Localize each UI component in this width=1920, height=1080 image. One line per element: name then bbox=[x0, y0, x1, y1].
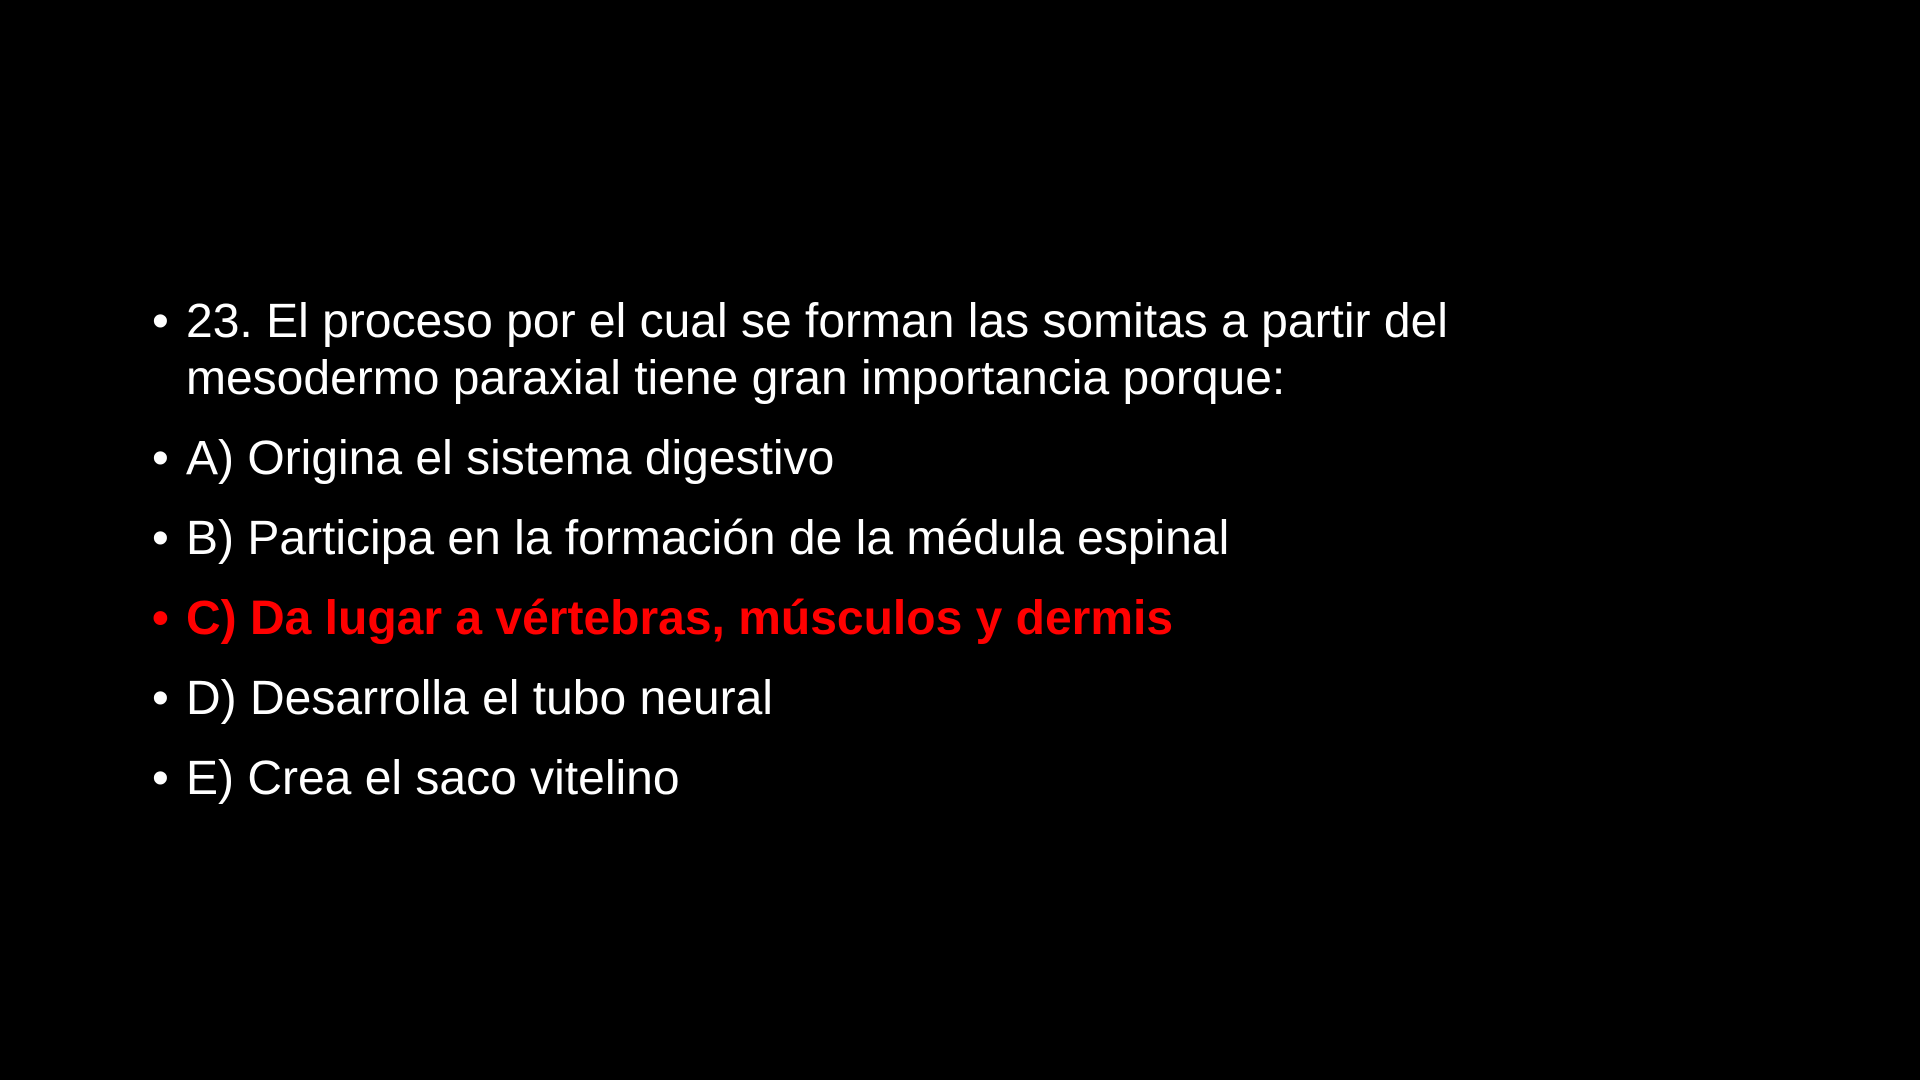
bullet-icon: • bbox=[152, 672, 169, 725]
bullet-icon: • bbox=[152, 752, 169, 805]
option-d-item bbox=[152, 670, 1672, 727]
option-e-text: E) Crea el saco vitelino bbox=[186, 752, 680, 805]
option-d-text: D) Desarrolla el tubo neural bbox=[186, 672, 773, 725]
bullet-icon: • bbox=[152, 592, 169, 645]
option-e-item bbox=[152, 750, 1672, 807]
bullet-icon: • bbox=[152, 512, 169, 565]
option-a-text: A) Origina el sistema digestivo bbox=[186, 432, 835, 485]
question-item bbox=[152, 293, 1672, 407]
bullet-icon: • bbox=[152, 432, 169, 485]
bullet-icon: • bbox=[152, 295, 169, 348]
option-b-item bbox=[152, 510, 1672, 567]
option-c-item-highlighted-answer bbox=[152, 590, 1672, 647]
bullet-list bbox=[152, 293, 1672, 830]
option-b-text: B) Participa en la formación de la médula espinal bbox=[186, 512, 1230, 565]
question-text: 23. El proceso por el cual se forman las somitas a partir del mesodermo paraxial tiene gran importancia porque: bbox=[186, 295, 1448, 405]
option-c-text: C) Da lugar a vértebras, músculos y dermis bbox=[186, 592, 1174, 645]
option-a-item bbox=[152, 430, 1672, 487]
